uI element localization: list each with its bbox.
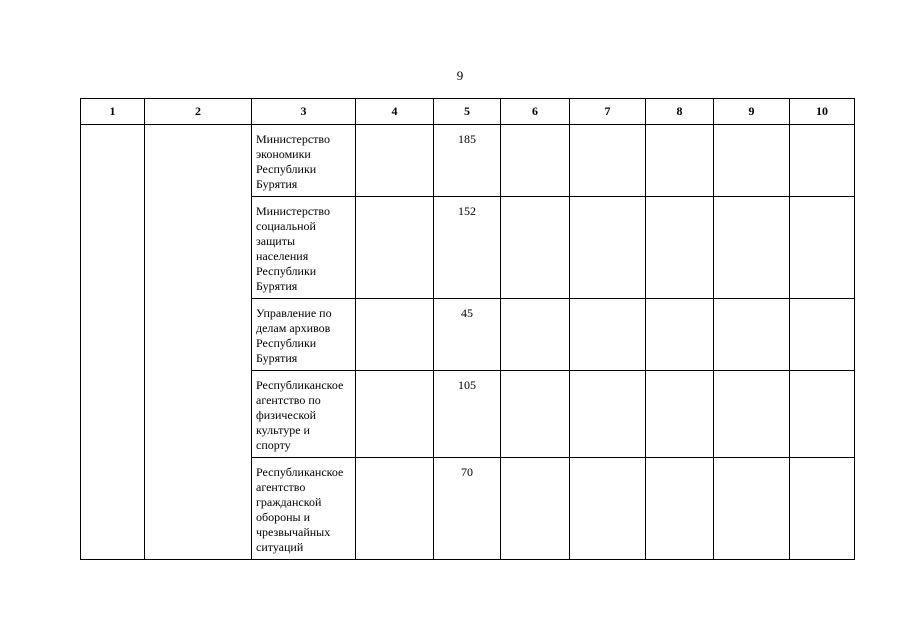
value-cell: 185 bbox=[434, 125, 501, 197]
cell-col-6 bbox=[501, 371, 570, 458]
organization-line: населения bbox=[256, 249, 309, 263]
organization-line: Республиканское bbox=[256, 378, 344, 392]
data-table bbox=[80, 98, 855, 560]
organization-line: спорту bbox=[256, 438, 291, 452]
cell-col-6 bbox=[501, 299, 570, 371]
organization-cell bbox=[252, 125, 356, 197]
value-cell: 70 bbox=[434, 458, 501, 560]
table-row bbox=[81, 125, 855, 197]
table-header bbox=[81, 99, 855, 125]
column-header-7: 7 bbox=[570, 99, 646, 125]
cell-col-8 bbox=[646, 125, 714, 197]
cell-col-2-merged bbox=[145, 125, 252, 560]
organization-line: ситуаций bbox=[256, 540, 304, 554]
organization-line: экономики bbox=[256, 147, 311, 161]
organization-line: Министерство bbox=[256, 132, 330, 146]
organization-line: гражданской bbox=[256, 495, 322, 509]
cell-col-10 bbox=[790, 371, 855, 458]
organization-line: Республики bbox=[256, 336, 317, 350]
column-header-3: 3 bbox=[252, 99, 356, 125]
organization-line: обороны и bbox=[256, 510, 311, 524]
column-header-1: 1 bbox=[81, 99, 145, 125]
cell-col-6 bbox=[501, 458, 570, 560]
organization-line: Республиканское bbox=[256, 465, 344, 479]
cell-col-7 bbox=[570, 125, 646, 197]
organization-line: агентство bbox=[256, 480, 306, 494]
organization-line: культуре и bbox=[256, 423, 310, 437]
column-header-4: 4 bbox=[356, 99, 434, 125]
cell-col-4 bbox=[356, 371, 434, 458]
cell-col-8 bbox=[646, 299, 714, 371]
page-number: 9 bbox=[456, 68, 464, 83]
cell-col-4 bbox=[356, 458, 434, 560]
cell-col-9 bbox=[714, 371, 790, 458]
organization-line: агентство по bbox=[256, 393, 321, 407]
cell-col-10 bbox=[790, 125, 855, 197]
column-header-8: 8 bbox=[646, 99, 714, 125]
cell-col-1-merged bbox=[81, 125, 145, 560]
table-body bbox=[81, 125, 855, 560]
organization-line: Бурятия bbox=[256, 177, 298, 191]
cell-col-7 bbox=[570, 299, 646, 371]
organization-line: делам архивов bbox=[256, 321, 331, 335]
organization-line: Республики bbox=[256, 162, 317, 176]
value-cell: 152 bbox=[434, 197, 501, 299]
column-header-2: 2 bbox=[145, 99, 252, 125]
cell-col-6 bbox=[501, 125, 570, 197]
organization-line: Бурятия bbox=[256, 279, 298, 293]
cell-col-10 bbox=[790, 458, 855, 560]
cell-col-8 bbox=[646, 197, 714, 299]
cell-col-7 bbox=[570, 197, 646, 299]
cell-col-4 bbox=[356, 125, 434, 197]
organization-line: Министерство bbox=[256, 204, 330, 218]
cell-col-4 bbox=[356, 299, 434, 371]
cell-col-9 bbox=[714, 197, 790, 299]
cell-col-10 bbox=[790, 197, 855, 299]
value-cell: 45 bbox=[434, 299, 501, 371]
cell-col-9 bbox=[714, 458, 790, 560]
organization-cell bbox=[252, 197, 356, 299]
cell-col-6 bbox=[501, 197, 570, 299]
organization-line: Бурятия bbox=[256, 351, 298, 365]
organization-line: Управление по bbox=[256, 306, 332, 320]
organization-line: защиты bbox=[256, 234, 296, 248]
cell-col-8 bbox=[646, 458, 714, 560]
cell-col-8 bbox=[646, 371, 714, 458]
cell-col-10 bbox=[790, 299, 855, 371]
header-row bbox=[81, 99, 855, 125]
cell-col-7 bbox=[570, 371, 646, 458]
organization-cell bbox=[252, 299, 356, 371]
cell-col-4 bbox=[356, 197, 434, 299]
organization-cell bbox=[252, 371, 356, 458]
column-header-9: 9 bbox=[714, 99, 790, 125]
organization-line: физической bbox=[256, 408, 316, 422]
cell-col-9 bbox=[714, 299, 790, 371]
organization-line: Республики bbox=[256, 264, 317, 278]
column-header-10: 10 bbox=[790, 99, 855, 125]
column-header-5: 5 bbox=[434, 99, 501, 125]
organization-cell bbox=[252, 458, 356, 560]
column-header-6: 6 bbox=[501, 99, 570, 125]
organization-line: социальной bbox=[256, 219, 316, 233]
value-cell: 105 bbox=[434, 371, 501, 458]
cell-col-9 bbox=[714, 125, 790, 197]
organization-line: чрезвычайных bbox=[256, 525, 331, 539]
cell-col-7 bbox=[570, 458, 646, 560]
